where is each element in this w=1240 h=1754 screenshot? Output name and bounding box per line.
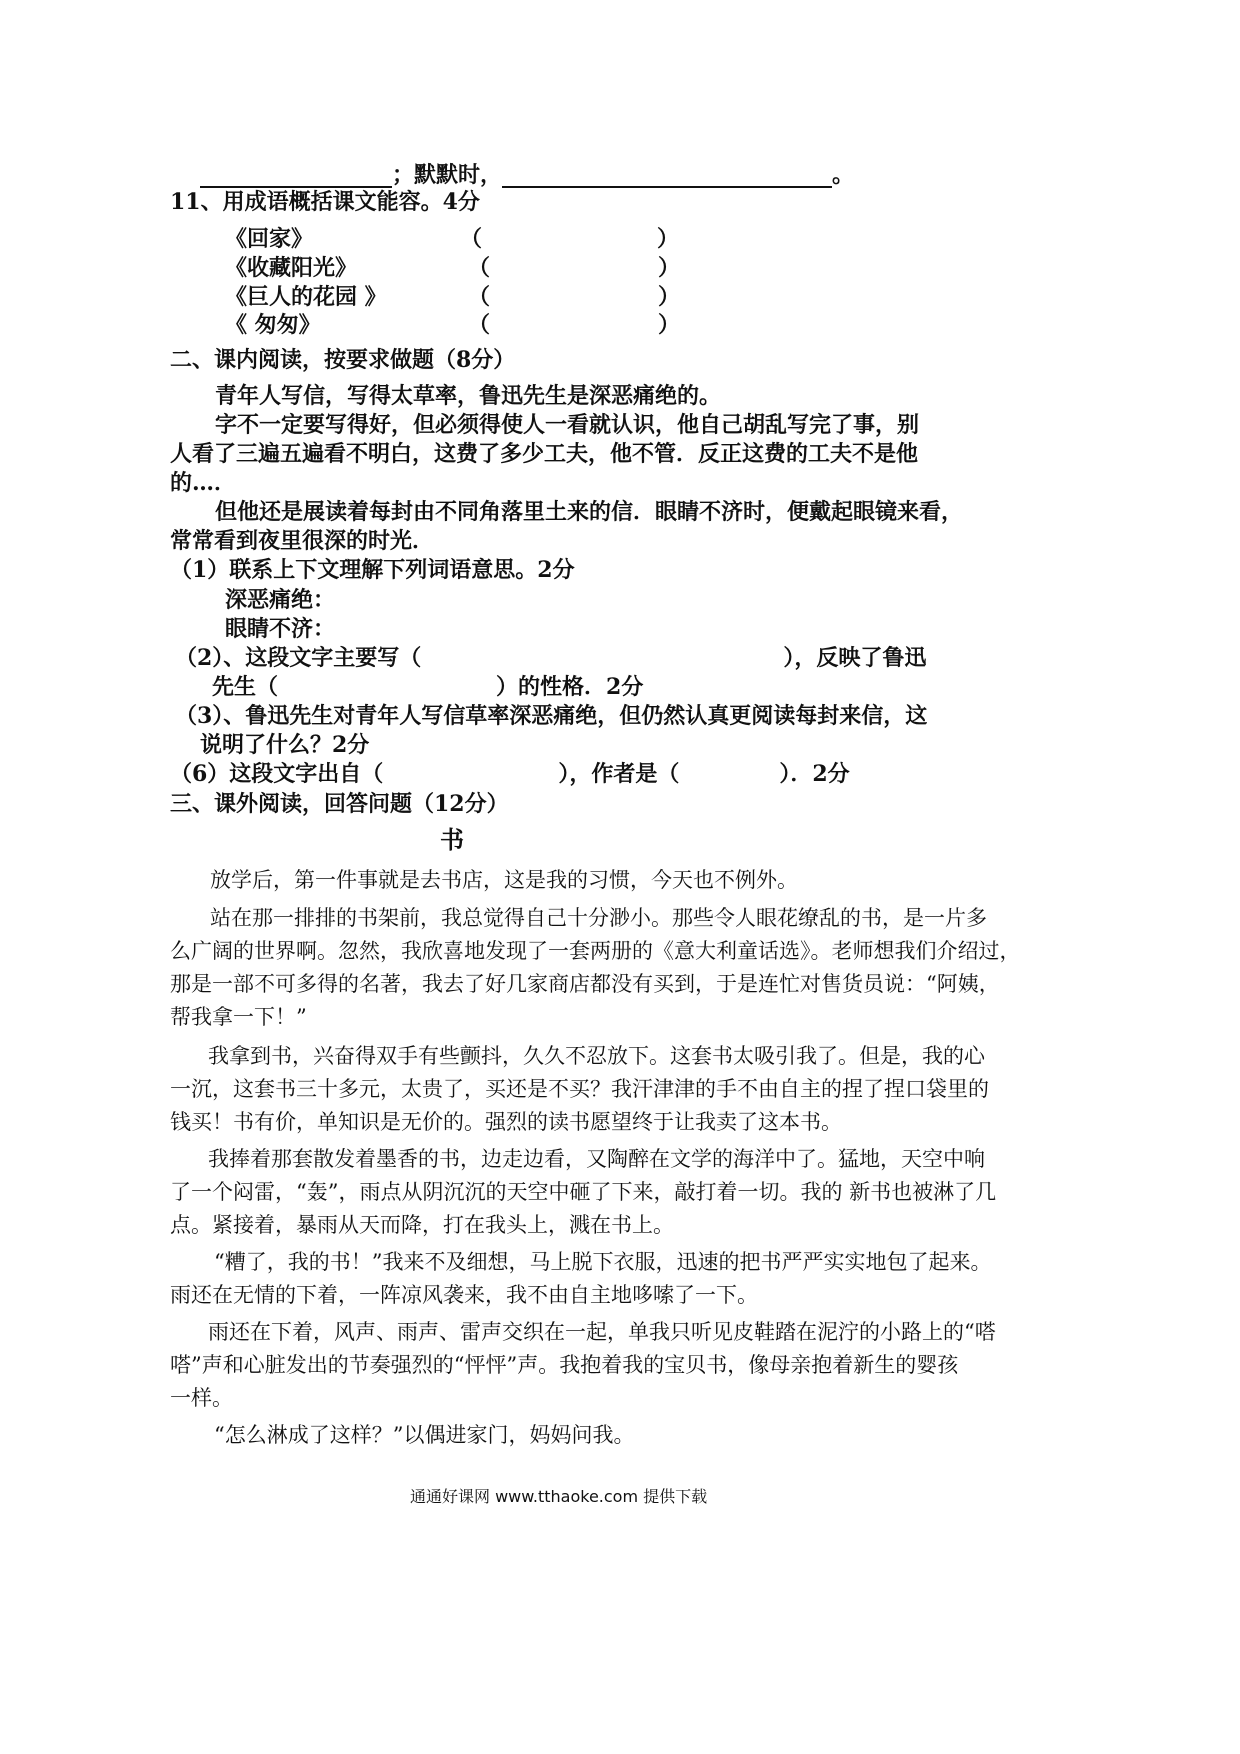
part2-question-3: （3）、鲁迅先生对青年人写信草率深恶痛绝，但仍然认真更阅读每封来信，这 bbox=[175, 703, 928, 729]
page-footer: 通通好课网 www.tthaoke.com 提供下载 bbox=[410, 1487, 708, 1506]
part2-para3-line: 常常看到夜里很深的时光． bbox=[170, 528, 435, 554]
part2-heading: 二、课内阅读，按要求做题（8分） bbox=[170, 347, 516, 373]
story-paragraph: “怎么淋成了这样？”以偶进家门，妈妈问我。 bbox=[214, 1423, 635, 1447]
top-line-end: 。 bbox=[832, 162, 855, 188]
question-11-heading: 11、用成语概括课文能容。4分 bbox=[170, 189, 480, 215]
story-title: 书 bbox=[440, 825, 464, 854]
story-paragraph: 雨还在无情的下着，一阵凉风袭来，我不由自主地哆嗦了一下。 bbox=[170, 1283, 758, 1307]
part2-question-3-cont: 说明了什么？2分 bbox=[200, 732, 370, 758]
part2-question-1: （1）联系上下文理解下列词语意思。2分 bbox=[170, 557, 575, 583]
story-paragraph: “糟了，我的书！”我来不及细想，马上脱下衣服，迅速的把书严严实实地包了起来。 bbox=[214, 1250, 992, 1274]
story-paragraph: 我捧着那套散发着墨香的书，边走边看，又陶醉在文学的海洋中了。猛地，天空中响 bbox=[208, 1147, 985, 1171]
q11-item: 《回家》 bbox=[225, 226, 314, 252]
part2-para1: 青年人写信，写得太草率，鲁迅先生是深恶痛绝的。 bbox=[215, 383, 722, 409]
answer-blank[interactable] bbox=[200, 164, 392, 188]
part2-para2-line: 的…． bbox=[170, 470, 237, 496]
story-paragraph: 一样。 bbox=[170, 1386, 233, 1410]
story-paragraph: 点。紧接着，暴雨从天而降，打在我头上，溅在书上。 bbox=[170, 1213, 674, 1237]
q11-item: 《收藏阳光》 bbox=[225, 255, 358, 281]
top-line-text: ；默默时， bbox=[392, 162, 503, 188]
q1-word-1: 深恶痛绝： bbox=[225, 587, 336, 613]
story-paragraph: 么广阔的世界啊。忽然，我欣喜地发现了一套两册的《意大利童话选》。老师想我们介绍过， bbox=[170, 939, 1021, 963]
part2-question-6: （6）这段文字出自（ ），作者是（ ）．2分 bbox=[170, 761, 850, 787]
part2-question-2: （2）、这段文字主要写（ ），反映了鲁迅 bbox=[175, 645, 927, 671]
q11-blank[interactable]: （ ） bbox=[468, 255, 681, 281]
story-paragraph: 我拿到书，兴奋得双手有些颤抖，久久不忍放下。这套书太吸引我了。但是，我的心 bbox=[208, 1044, 985, 1068]
story-paragraph: 站在那一排排的书架前，我总觉得自己十分渺小。那些令人眼花缭乱的书，是一片多 bbox=[210, 906, 987, 930]
part2-para2-line: 人看了三遍五遍看不明白，这费了多少工夫，他不管．反正这费的工夫不是他 bbox=[170, 441, 919, 467]
part2-para2-line: 字不一定要写得好，但必须得使人一看就认识，他自己胡乱写完了事，别 bbox=[215, 412, 920, 438]
answer-blank[interactable] bbox=[502, 164, 832, 188]
story-paragraph: 了一个闷雷，“轰”，雨点从阴沉沉的天空中砸了下来，敲打着一切。我的 新书也被淋了几 bbox=[170, 1180, 997, 1204]
q11-blank[interactable]: （ ） bbox=[468, 284, 681, 310]
part3-heading: 三、课外阅读，回答问题（12分） bbox=[170, 791, 509, 817]
story-paragraph: 那是一部不可多得的名著，我去了好几家商店都没有买到，于是连忙对售货员说：“阿姨， bbox=[170, 972, 1000, 996]
q11-blank[interactable]: （ ） bbox=[460, 226, 680, 252]
q11-item: 《巨人的花园 》 bbox=[225, 284, 387, 310]
part2-question-2-cont: 先生（ ）的性格．2分 bbox=[212, 674, 644, 700]
q11-blank[interactable]: （ ） bbox=[468, 312, 681, 338]
part2-para3-line: 但他还是展读着每封由不同角落里土来的信．眼睛不济时，便戴起眼镜来看， bbox=[215, 499, 964, 525]
story-paragraph: 放学后，第一件事就是去书店，这是我的习惯，今天也不例外。 bbox=[210, 868, 798, 892]
story-paragraph: 钱买！书有价，单知识是无价的。强烈的读书愿望终于让我卖了这本书。 bbox=[170, 1110, 842, 1134]
story-paragraph: 雨还在下着，风声、雨声、雷声交织在一起，单我只听见皮鞋踏在泥泞的小路上的“嗒 bbox=[208, 1320, 996, 1344]
q11-item: 《 匆匆》 bbox=[225, 312, 321, 338]
story-paragraph: 嗒”声和心脏发出的节奏强烈的“怦怦”声。我抱着我的宝贝书，像母亲抱着新生的婴孩 bbox=[170, 1353, 959, 1377]
q1-word-2: 眼睛不济： bbox=[225, 616, 336, 642]
story-paragraph: 一沉，这套书三十多元，太贵了，买还是不买？我汗津津的手不由自主的捏了捏口袋里的 bbox=[170, 1077, 989, 1101]
top-answer-line bbox=[200, 160, 854, 190]
story-paragraph: 帮我拿一下！” bbox=[170, 1005, 307, 1029]
